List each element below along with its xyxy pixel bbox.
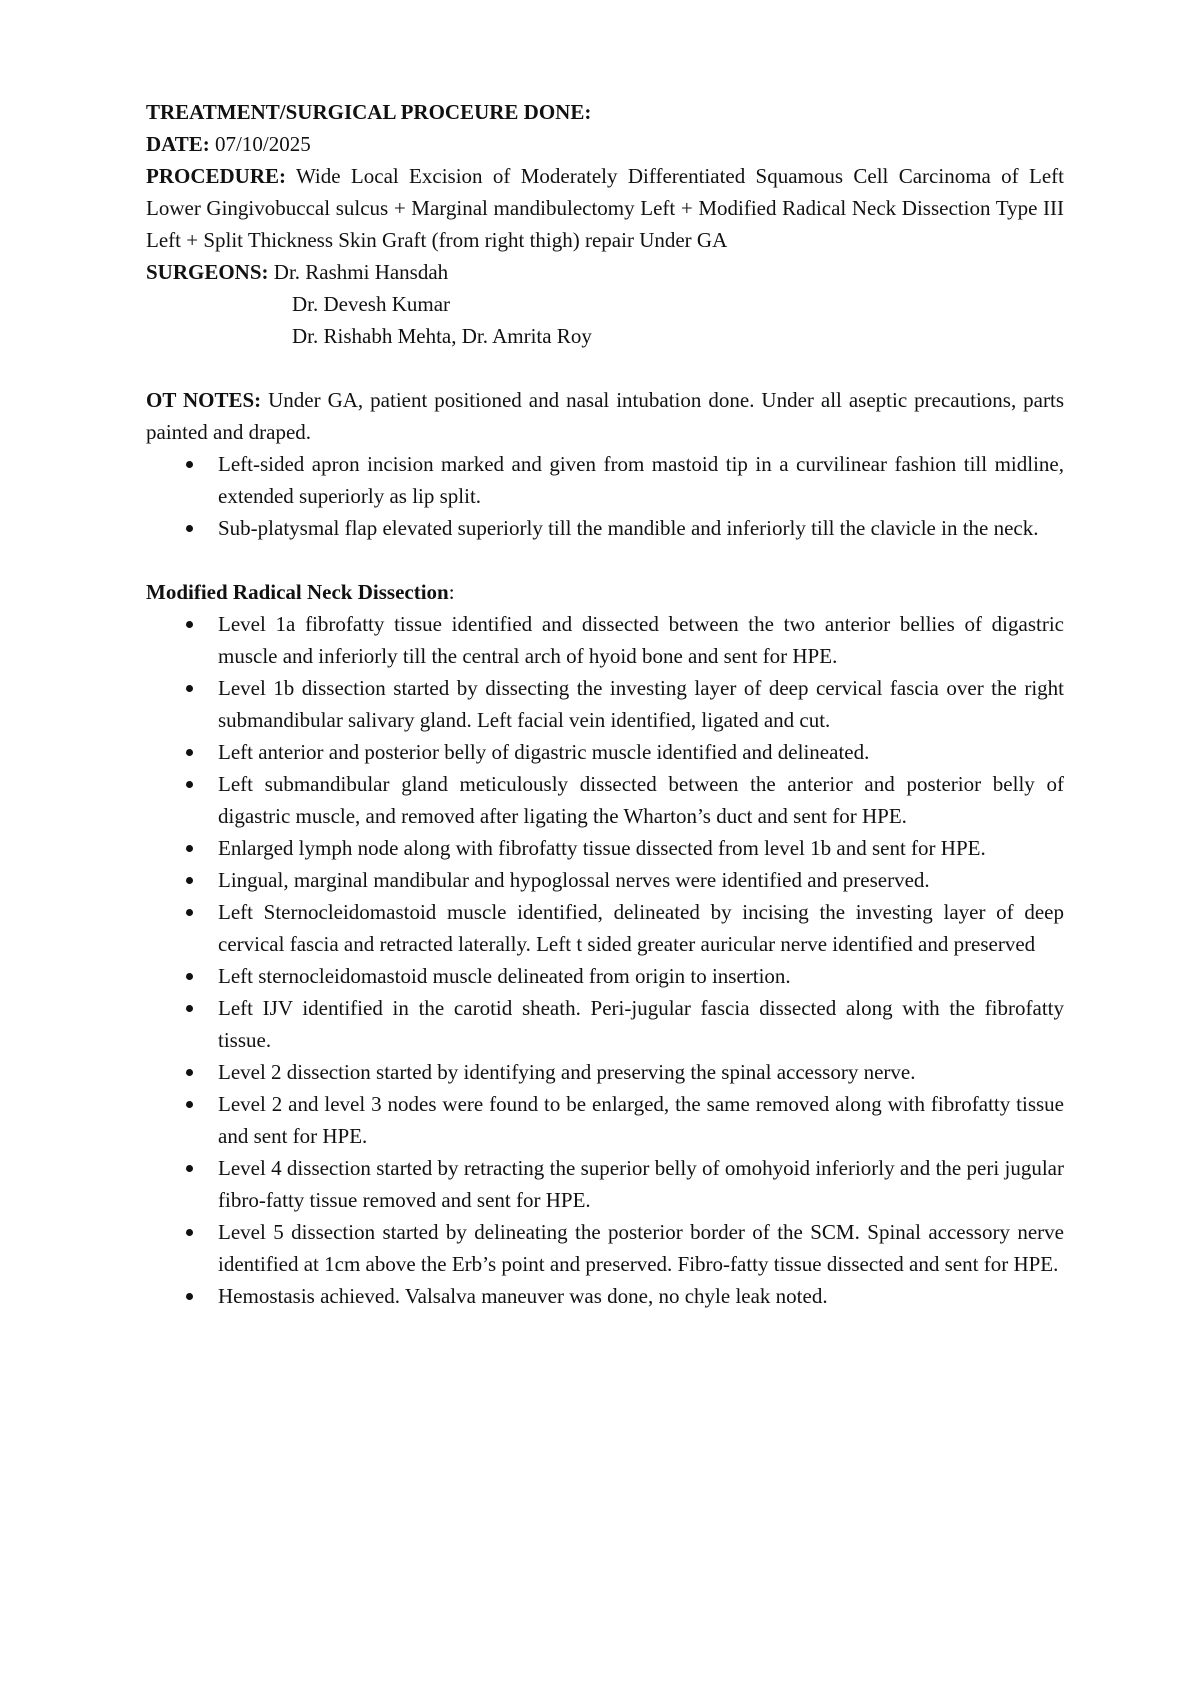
mrnd-heading-colon: : (448, 580, 455, 604)
ot-notes-paragraph (146, 384, 1064, 448)
procedure-paragraph (146, 160, 1064, 256)
surgeon-name: Dr. Devesh Kumar (292, 292, 451, 316)
date-label: DATE: (146, 132, 210, 156)
list-item: Level 5 dissection started by delineating the posterior border of the SCM. Spinal accessory nerve identified at 1cm above the Erb’s point and preserved. Fibro-fatty tissue dissected and sent for HPE. (218, 1216, 1064, 1280)
list-item: Level 4 dissection started by retracting the superior belly of omohyoid inferiorly and the peri jugular fibro-fatty tissue removed and sent for HPE. (218, 1152, 1064, 1216)
date-value: 07/10/2025 (215, 132, 311, 156)
list-item: Left IJV identified in the carotid sheath. Peri-jugular fascia dissected along with the fibrofatty tissue. (218, 992, 1064, 1056)
list-item: Level 2 and level 3 nodes were found to be enlarged, the same removed along with fibrofatty tissue and sent for HPE. (218, 1088, 1064, 1152)
procedure-text: Wide Local Excision of Moderately Differentiated Squamous Cell Carcinoma of Left Lower Gingivobuccal sulcus + Marginal mandibulectomy Left + Modified Radical Neck Dissection Type III Left + Split Thickness Skin Graft (from right thigh) repair Under GA (146, 164, 1064, 252)
surgeons-line (146, 256, 1064, 288)
document-title: TREATMENT/SURGICAL PROCEURE DONE: (146, 100, 592, 124)
ot-notes-label: OT NOTES: (146, 388, 262, 412)
mrnd-heading: Modified Radical Neck Dissection (146, 580, 449, 604)
section-spacer (146, 352, 1064, 384)
list-item: Left sternocleidomastoid muscle delineated from origin to insertion. (218, 960, 1064, 992)
list-item: Left anterior and posterior belly of digastric muscle identified and delineated. (218, 736, 1064, 768)
procedure-label: PROCEDURE: (146, 164, 286, 188)
section-spacer (146, 544, 1064, 576)
ot-notes-list (146, 448, 1064, 544)
list-item: Left Sternocleidomastoid muscle identified, delineated by incising the investing layer of deep cervical fascia and retracted laterally. Left t sided greater auricular nerve identified and preserved (218, 896, 1064, 960)
list-item: Left-sided apron incision marked and given from mastoid tip in a curvilinear fashion till midline, extended superiorly as lip split. (218, 448, 1064, 512)
list-item: Sub-platysmal flap elevated superiorly till the mandible and inferiorly till the clavicle in the neck. (218, 512, 1064, 544)
mrnd-list (146, 608, 1064, 1312)
list-item: Hemostasis achieved. Valsalva maneuver was done, no chyle leak noted. (218, 1280, 1064, 1312)
list-item: Enlarged lymph node along with fibrofatty tissue dissected from level 1b and sent for HPE. (218, 832, 1064, 864)
date-line (146, 128, 1064, 160)
list-item: Lingual, marginal mandibular and hypoglossal nerves were identified and preserved. (218, 864, 1064, 896)
surgeon-name: Dr. Rishabh Mehta, Dr. Amrita Roy (292, 324, 592, 348)
list-item: Level 2 dissection started by identifying and preserving the spinal accessory nerve. (218, 1056, 1064, 1088)
list-item: Level 1a fibrofatty tissue identified and dissected between the two anterior bellies of digastric muscle and inferiorly till the central arch of hyoid bone and sent for HPE. (218, 608, 1064, 672)
list-item: Level 1b dissection started by dissecting the investing layer of deep cervical fascia over the right submandibular salivary gland. Left facial vein identified, ligated and cut. (218, 672, 1064, 736)
list-item: Left submandibular gland meticulously dissected between the anterior and posterior belly of digastric muscle, and removed after ligating the Wharton’s duct and sent for HPE. (218, 768, 1064, 832)
ot-notes-text: Under GA, patient positioned and nasal intubation done. Under all aseptic precautions, parts painted and draped. (146, 388, 1065, 444)
surgeon-name: Dr. Rashmi Hansdah (273, 260, 449, 284)
surgeons-label: SURGEONS: (146, 260, 269, 284)
mrnd-heading-line (146, 576, 1064, 608)
